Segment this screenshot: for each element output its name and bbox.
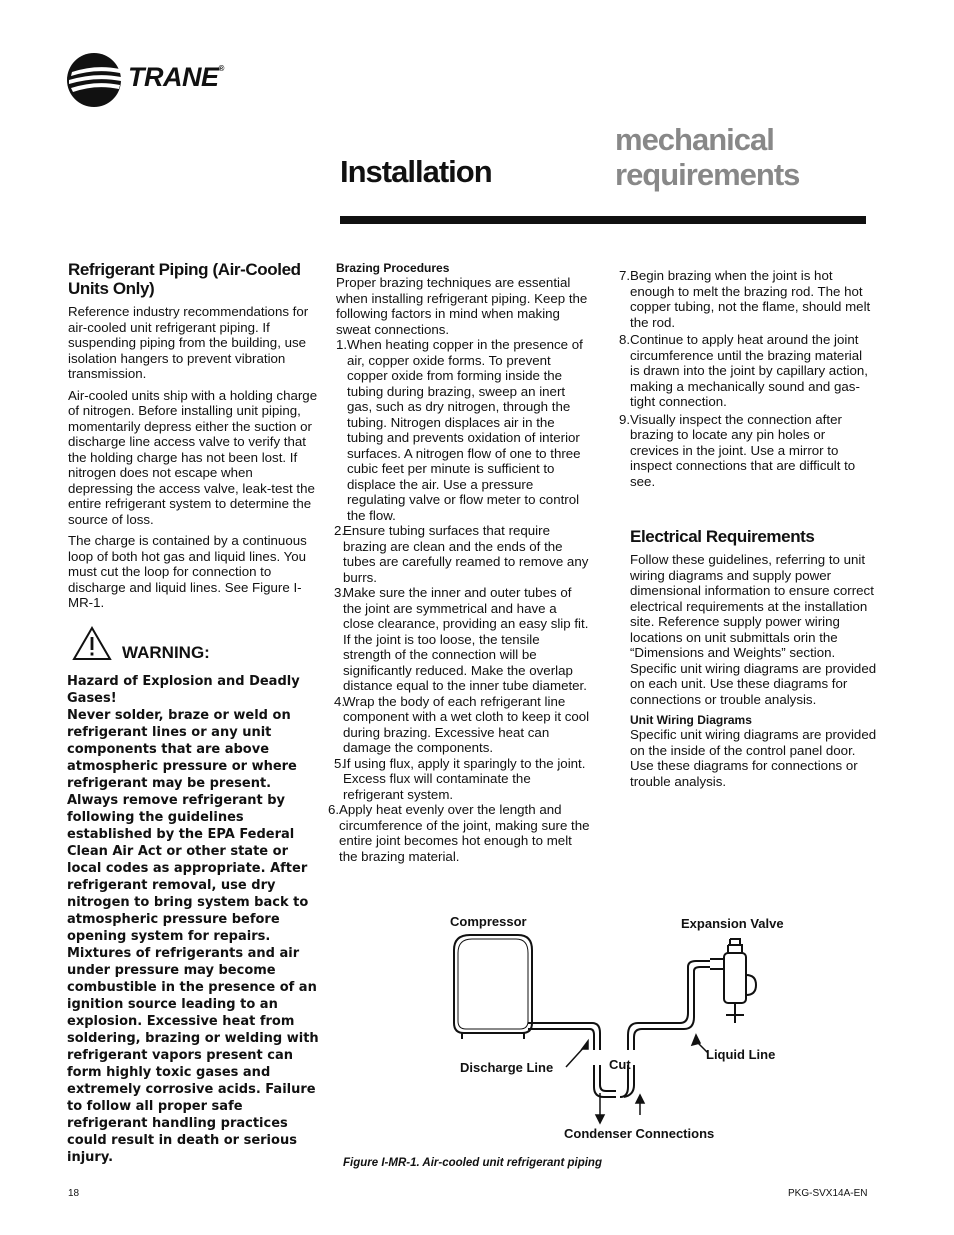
label-liquid-line: Liquid Line <box>706 1047 776 1062</box>
label-discharge-line: Discharge Line <box>460 1060 554 1075</box>
section-heading-wiring: Unit Wiring Diagrams <box>630 713 752 727</box>
warning-heading: Hazard of Explosion and Deadly Gases! <box>67 674 300 706</box>
step-text: Begin brazing when the joint is hot enough to melt the brazing rod. The hot copper tubing, not the flame, should melt the rod. <box>630 268 871 330</box>
list-item <box>334 756 590 803</box>
label-expansion-valve: Expansion Valve <box>681 916 784 931</box>
step-text: If using flux, apply it sparingly to the joint. Excess flux will contaminate the refrigerant system. <box>343 755 586 802</box>
label-cut: Cut <box>609 1057 631 1072</box>
list-item <box>619 268 875 330</box>
page-number: 18 <box>68 1188 80 1199</box>
step-text: When heating copper in the presence of air, copper oxide forms. To prevent copper oxide from forming inside the tubing during brazing, sweep an inert gas, such as dry nitrogen, through the tubing. Nitrogen displaces air in the tubing and prevents oxidation of interior surfaces. A nitrogen flow of one to three cubic feet per minute is sufficient to displace the air. Use a pressure regulating valve or flow meter to control the flow. <box>347 337 583 523</box>
brazing-steps-list-continued <box>619 268 875 489</box>
step-number: 7. <box>619 268 631 283</box>
figure-caption: Figure I-MR-1. Air-cooled unit refrigerant piping <box>343 1157 602 1169</box>
step-text: Continue to apply heat around the joint circumference until the brazing material is drawn into the joint by capillary action, making a mechanically sound and gas-tight connection. <box>630 332 868 409</box>
registered-mark: ® <box>218 64 224 73</box>
page-title: Installation <box>340 154 492 189</box>
section-heading-brazing: Brazing Procedures <box>336 261 450 275</box>
warning-body: Never solder, braze or weld on refrigerant lines or any unit components that are above atmospheric pressure or where refrigerant may be present. Always remove refrigerant by following the guidelines established by the EPA Federal Clean Air Act or other state or local codes as appropriate. After refrigerant removal, use dry nitrogen to bring system back to atmospheric pressure before opening system for repairs. Mixtures of refrigerants and air under pressure may become combustible in the presence of an ignition source leading to an explosion. Excessive heat from soldering, brazing or welding with refrigerant vapors present can form highly toxic gases and extremely corrosive acids. Failure to follow all proper safe refrigerant handling practices could result in death or serious injury. <box>67 708 319 1165</box>
subtitle-line-1: mechanical <box>615 122 774 157</box>
trane-logo-text <box>128 62 224 93</box>
step-number: 5. <box>334 755 346 771</box>
step-number: 2. <box>334 523 346 538</box>
list-item <box>334 694 590 756</box>
step-text: Apply heat evenly over the length and circumference of the joint, making sure the entire joint becomes hot enough to melt the brazing material. <box>339 802 590 864</box>
paragraph: Specific unit wiring diagrams are provided on the inside of the control panel door. Use these diagrams for connections or trouble analysis. <box>630 727 877 789</box>
list-item <box>336 337 590 523</box>
middle-column <box>328 261 590 864</box>
list-item <box>334 523 590 585</box>
warning-text <box>67 673 321 1166</box>
list-item <box>328 802 590 864</box>
paragraph: The charge is contained by a continuous loop of both hot gas and liquid lines. You must cut the loop for connection to discharge and liquid lines. See Figure I-MR-1. <box>68 533 307 610</box>
brazing-intro: Proper brazing techniques are essential when installing refrigerant piping. Keep the following factors in mind when making sweat connections. <box>336 275 588 337</box>
list-item <box>619 412 875 490</box>
page-subtitle <box>615 122 799 192</box>
list-item <box>619 332 875 410</box>
subtitle-line-2: requirements <box>615 157 800 192</box>
step-number: 8. <box>619 332 631 347</box>
label-compressor: Compressor <box>450 914 527 929</box>
step-number: 1. <box>336 337 348 352</box>
left-column <box>68 260 318 617</box>
step-text: Visually inspect the connection after brazing to locate any pin holes or crevices in the joint. Use a mirror to inspect connections that are difficult to see. <box>630 411 856 489</box>
step-number: 3. <box>334 585 346 600</box>
paragraph: Follow these guidelines, referring to unit wiring diagrams and supply power dimensional information to ensure correct electrical requirements at the installation site. Reference supply power wiring locations on unit submittals orin the “Dimensions and Weights” section. Specific unit wiring diagrams are provided on each unit. Use these diagrams for connections or trouble analysis. <box>630 552 877 707</box>
header-rule <box>340 216 866 224</box>
list-item <box>334 585 590 694</box>
brazing-steps-list <box>328 337 590 864</box>
electrical-section <box>630 527 878 795</box>
refrigerant-piping-figure <box>440 905 820 1150</box>
logo-wordmark: TRANE <box>128 62 219 92</box>
step-text: Ensure tubing surfaces that require brazing are clean and the ends of the tubes are carefully reamed to remove any burrs. <box>343 523 589 585</box>
step-number: 4. <box>334 693 346 709</box>
step-text: Make sure the inner and outer tubes of the joint are symmetrical and have a close clearance, providing an easy slip fit. If the joint is too loose, the tensile strength of the connection will be significantly reduced. Make the overlap distance equal to the inner tube diameter. <box>343 585 589 693</box>
paragraph: Reference industry recommendations for air-cooled unit refrigerant piping. If suspending piping from the building, use isolation hangers to prevent vibration transmission. <box>68 304 309 381</box>
document-code: PKG-SVX14A-EN <box>788 1188 868 1199</box>
trane-logo-mark <box>66 52 122 108</box>
warning-label: WARNING: <box>122 643 210 662</box>
section-heading-electrical: Electrical Requirements <box>630 527 815 546</box>
right-column <box>619 268 875 489</box>
piping-diagram <box>440 905 820 1150</box>
label-condenser-connections: Condenser Connections <box>564 1126 715 1141</box>
section-heading-refrigerant-piping: Refrigerant Piping (Air-Cooled Units Only) <box>68 260 301 298</box>
step-text: Wrap the body of each refrigerant line component with a wet cloth to keep it cool during brazing. Excessive heat can damage the components. <box>343 693 590 755</box>
step-number: 9. <box>619 411 631 427</box>
paragraph: Air-cooled units ship with a holding charge of nitrogen. Before installing unit piping, momentarily depress either the suction or discharge line access valve to verify that the holding charge has not been lost. If nitrogen does not escape when depressing the access valve, leak-test the entire refrigerant system to determine the source of loss. <box>68 387 318 527</box>
step-number: 6. <box>328 802 340 817</box>
